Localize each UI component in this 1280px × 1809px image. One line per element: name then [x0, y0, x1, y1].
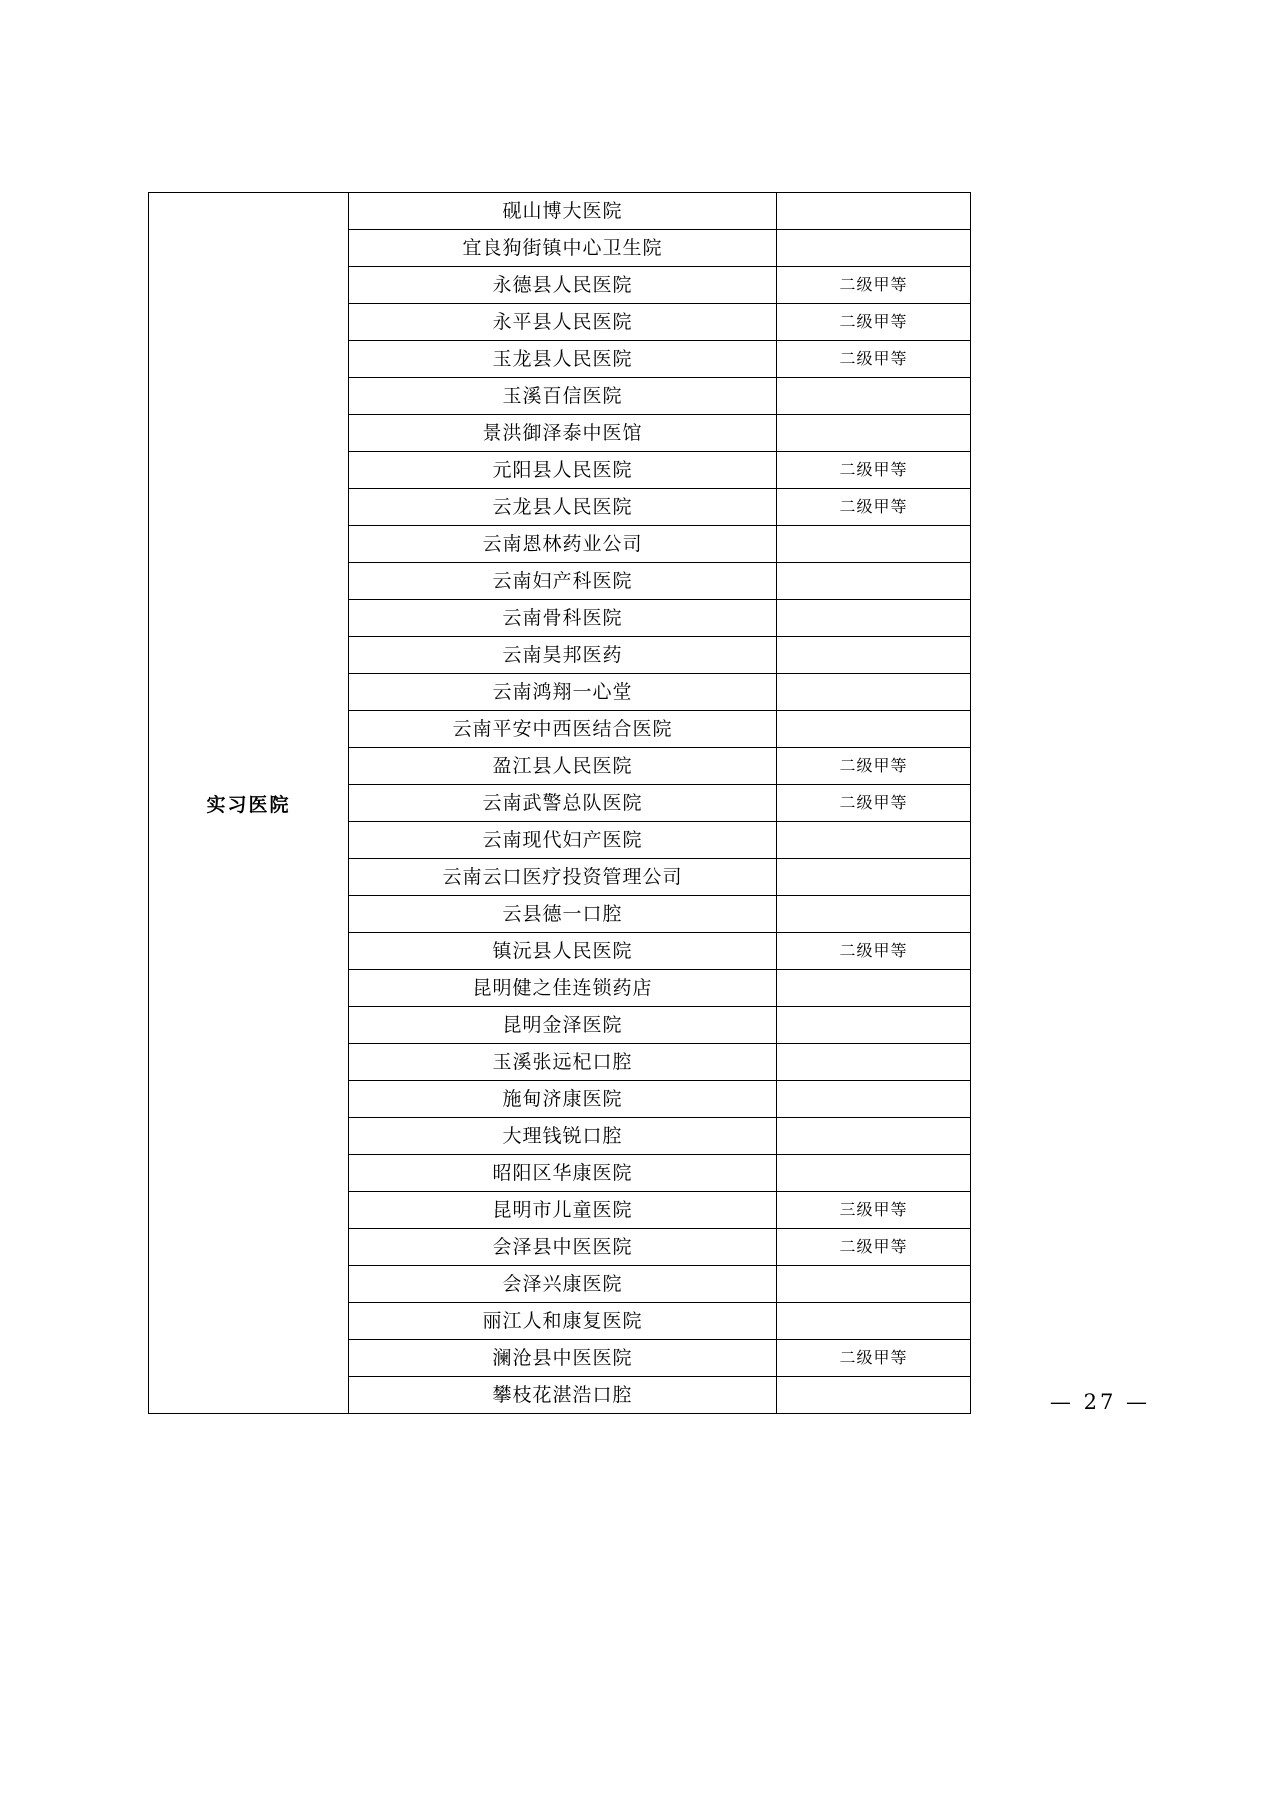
page-number: — 27 — — [1049, 1390, 1150, 1414]
hospital-name-cell: 云南鸿翔一心堂 — [349, 674, 777, 711]
hospital-level-cell — [777, 378, 971, 415]
hospital-level-cell: 三级甲等 — [777, 1192, 971, 1229]
hospital-level-cell — [777, 1266, 971, 1303]
hospital-level-cell — [777, 896, 971, 933]
hospital-name-cell: 云南妇产科医院 — [349, 563, 777, 600]
hospital-name-cell: 云县德一口腔 — [349, 896, 777, 933]
hospital-level-cell: 二级甲等 — [777, 748, 971, 785]
hospital-level-cell — [777, 674, 971, 711]
hospital-level-cell: 二级甲等 — [777, 1229, 971, 1266]
hospital-level-cell: 二级甲等 — [777, 452, 971, 489]
hospital-level-cell — [777, 1155, 971, 1192]
hospital-level-cell — [777, 526, 971, 563]
hospital-name-cell: 云南平安中西医结合医院 — [349, 711, 777, 748]
hospital-name-cell: 云南云口医疗投资管理公司 — [349, 859, 777, 896]
hospital-name-cell: 云南骨科医院 — [349, 600, 777, 637]
hospital-name-cell: 昆明健之佳连锁药店 — [349, 970, 777, 1007]
hospital-name-cell: 玉龙县人民医院 — [349, 341, 777, 378]
hospital-name-cell: 澜沧县中医医院 — [349, 1340, 777, 1377]
hospital-level-cell — [777, 1081, 971, 1118]
hospital-level-cell: 二级甲等 — [777, 267, 971, 304]
hospital-name-cell: 砚山博大医院 — [349, 193, 777, 230]
hospital-name-cell: 丽江人和康复医院 — [349, 1303, 777, 1340]
hospital-name-cell: 昭阳区华康医院 — [349, 1155, 777, 1192]
hospital-level-cell — [777, 415, 971, 452]
hospital-name-cell: 攀枝花湛浩口腔 — [349, 1377, 777, 1414]
hospital-level-cell — [777, 1007, 971, 1044]
hospital-name-cell: 元阳县人民医院 — [349, 452, 777, 489]
hospital-level-cell — [777, 711, 971, 748]
hospital-level-cell — [777, 859, 971, 896]
hospital-level-cell: 二级甲等 — [777, 785, 971, 822]
hospital-level-cell — [777, 1377, 971, 1414]
hospital-name-cell: 大理钱锐口腔 — [349, 1118, 777, 1155]
hospital-name-cell: 景洪御泽泰中医馆 — [349, 415, 777, 452]
hospital-name-cell: 云南昊邦医药 — [349, 637, 777, 674]
hospital-name-cell: 施甸济康医院 — [349, 1081, 777, 1118]
hospital-level-cell — [777, 822, 971, 859]
hospital-name-cell: 会泽县中医医院 — [349, 1229, 777, 1266]
table-body — [149, 193, 971, 1414]
hospital-level-cell: 二级甲等 — [777, 489, 971, 526]
table-row — [149, 193, 971, 230]
hospital-level-cell: 二级甲等 — [777, 341, 971, 378]
hospital-name-cell: 会泽兴康医院 — [349, 1266, 777, 1303]
hospital-level-cell: 二级甲等 — [777, 304, 971, 341]
hospital-name-cell: 昆明市儿童医院 — [349, 1192, 777, 1229]
hospital-level-cell: 二级甲等 — [777, 933, 971, 970]
hospital-name-cell: 永平县人民医院 — [349, 304, 777, 341]
hospital-name-cell: 云龙县人民医院 — [349, 489, 777, 526]
hospital-level-cell — [777, 193, 971, 230]
internship-hospital-table — [148, 192, 971, 1414]
hospital-level-cell — [777, 230, 971, 267]
hospital-name-cell: 玉溪张远杞口腔 — [349, 1044, 777, 1081]
hospital-name-cell: 永德县人民医院 — [349, 267, 777, 304]
hospital-level-cell — [777, 600, 971, 637]
hospital-name-cell: 云南武警总队医院 — [349, 785, 777, 822]
hospital-name-cell: 昆明金泽医院 — [349, 1007, 777, 1044]
hospital-name-cell: 镇沅县人民医院 — [349, 933, 777, 970]
hospital-name-cell: 云南恩林药业公司 — [349, 526, 777, 563]
hospital-level-cell — [777, 637, 971, 674]
hospital-name-cell: 盈江县人民医院 — [349, 748, 777, 785]
hospital-name-cell: 宜良狗街镇中心卫生院 — [349, 230, 777, 267]
hospital-level-cell: 二级甲等 — [777, 1340, 971, 1377]
hospital-level-cell — [777, 1303, 971, 1340]
hospital-level-cell — [777, 1044, 971, 1081]
hospital-level-cell — [777, 1118, 971, 1155]
hospital-name-cell: 玉溪百信医院 — [349, 378, 777, 415]
row-group-label: 实习医院 — [149, 193, 349, 1414]
hospital-level-cell — [777, 563, 971, 600]
hospital-level-cell — [777, 970, 971, 1007]
hospital-name-cell: 云南现代妇产医院 — [349, 822, 777, 859]
